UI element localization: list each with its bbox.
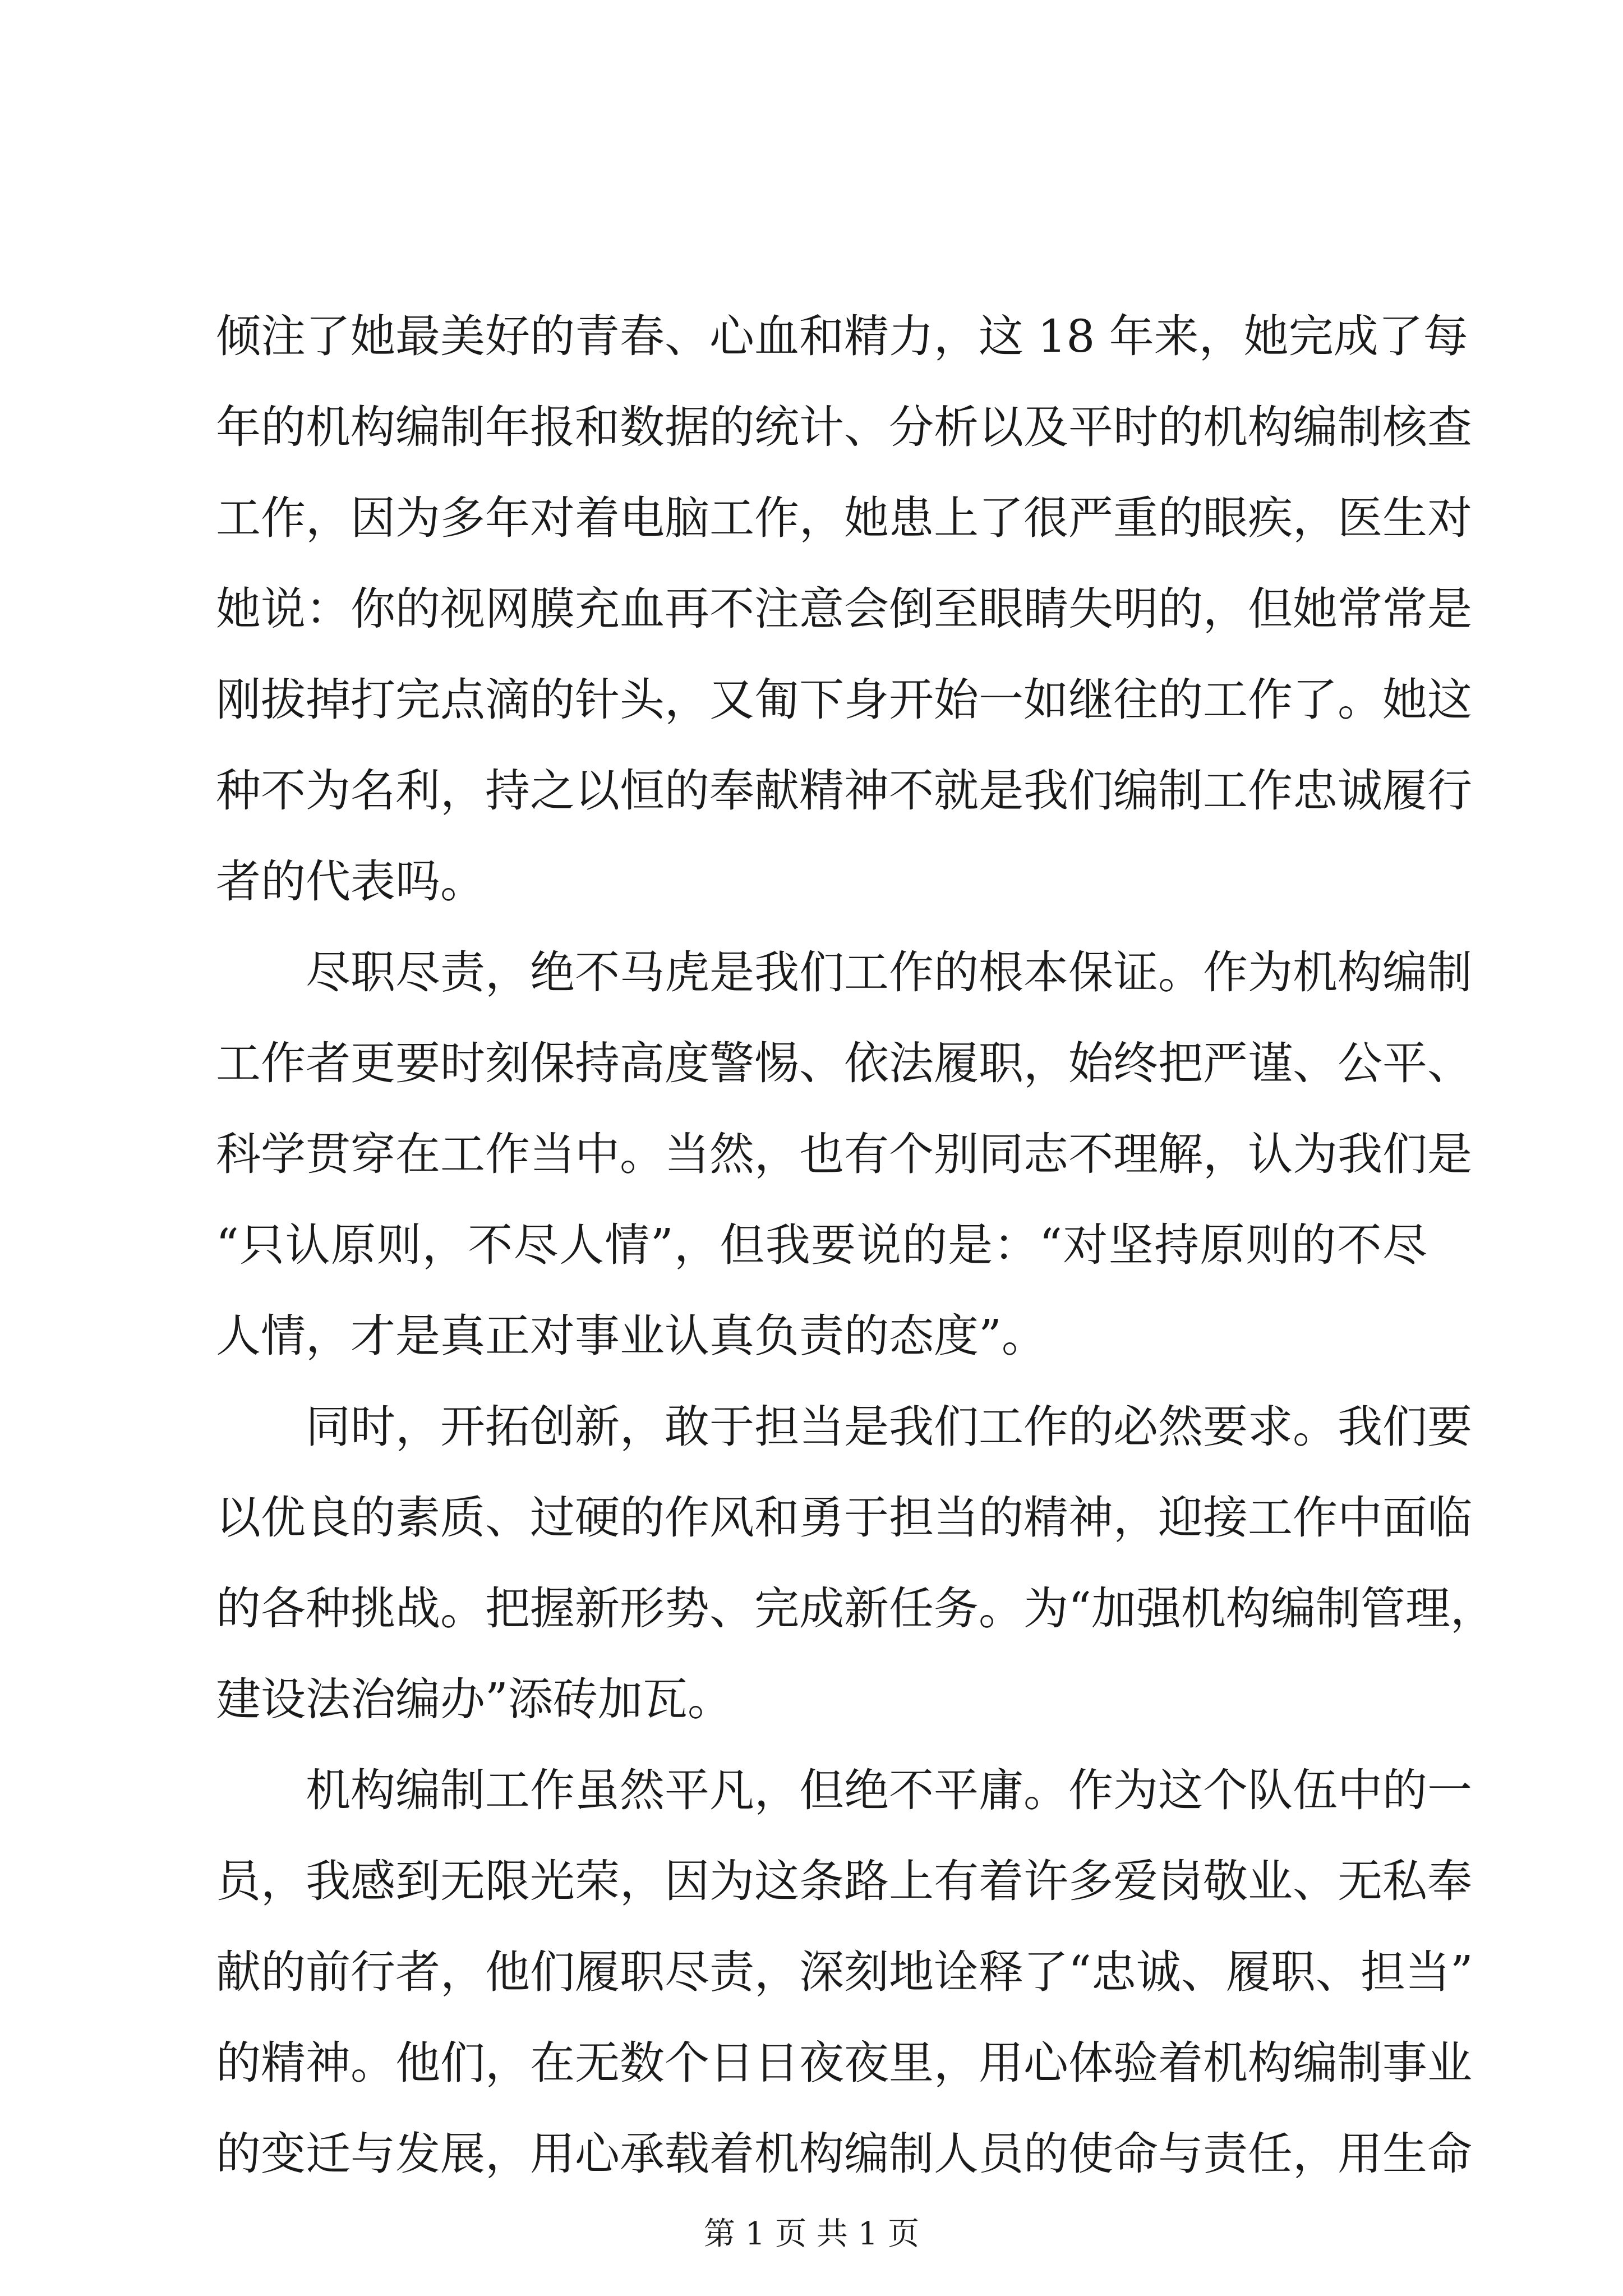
page-number-footer: 第 1 页 共 1 页 (703, 2216, 920, 2252)
text-line: 工作，因为多年对着电脑工作，她患上了很严重的眼疾，医生对 (216, 492, 1472, 544)
paragraph-first-line: 机构编制工作虽然平凡，但绝不平庸。作为这个队伍中的一 (306, 1764, 1472, 1816)
text-line: 人情，才是真正对事业认真负责的态度”。 (216, 1310, 1046, 1362)
text-line: 以优良的素质、过硬的作风和勇于担当的精神，迎接工作中面临 (216, 1492, 1472, 1544)
text-line: 工作者更要时刻保持高度警惕、依法履职，始终把严谨、公平、 (216, 1037, 1472, 1089)
text-line: 科学贯穿在工作当中。当然，也有个别同志不理解，认为我们是 (216, 1128, 1472, 1180)
text-line: 员，我感到无限光荣，因为这条路上有着许多爱岗敬业、无私奉 (216, 1855, 1472, 1907)
paragraph-first-line: 同时，开拓创新，敢于担当是我们工作的必然要求。我们要 (306, 1401, 1472, 1453)
text-line: “只认原则，不尽人情”，但我要说的是：“对坚持原则的不尽 (216, 1219, 1427, 1271)
text-line: 建设法治编办”添砖加瓦。 (216, 1673, 732, 1726)
paragraph-first-line: 尽职尽责，绝不马虎是我们工作的根本保证。作为机构编制 (306, 946, 1472, 999)
text-line: 的变迁与发展，用心承载着机构编制人员的使命与责任，用生命 (216, 2128, 1472, 2180)
text-line: 的各种挑战。把握新形势、完成新任务。为“加强机构编制管理， (216, 1582, 1495, 1635)
text-line: 刚拔掉打完点滴的针头，又匍下身开始一如继往的工作了。她这 (216, 674, 1472, 726)
text-line: 献的前行者，他们履职尽责，深刻地诠释了“忠诚、履职、担当” (216, 1946, 1473, 1998)
text-line: 她说：你的视网膜充血再不注意会倒至眼睛失明的，但她常常是 (216, 583, 1472, 635)
text-line: 种不为名利，持之以恒的奉献精神不就是我们编制工作忠诚履行 (216, 765, 1472, 817)
text-line: 倾注了她最美好的青春、心血和精力，这 18 年来，她完成了每 (216, 310, 1468, 362)
text-line: 的精神。他们，在无数个日日夜夜里，用心体验着机构编制事业 (216, 2037, 1472, 2089)
text-line: 者的代表吗。 (216, 855, 485, 908)
text-line: 年的机构编制年报和数据的统计、分析以及平时的机构编制核查 (216, 401, 1472, 453)
